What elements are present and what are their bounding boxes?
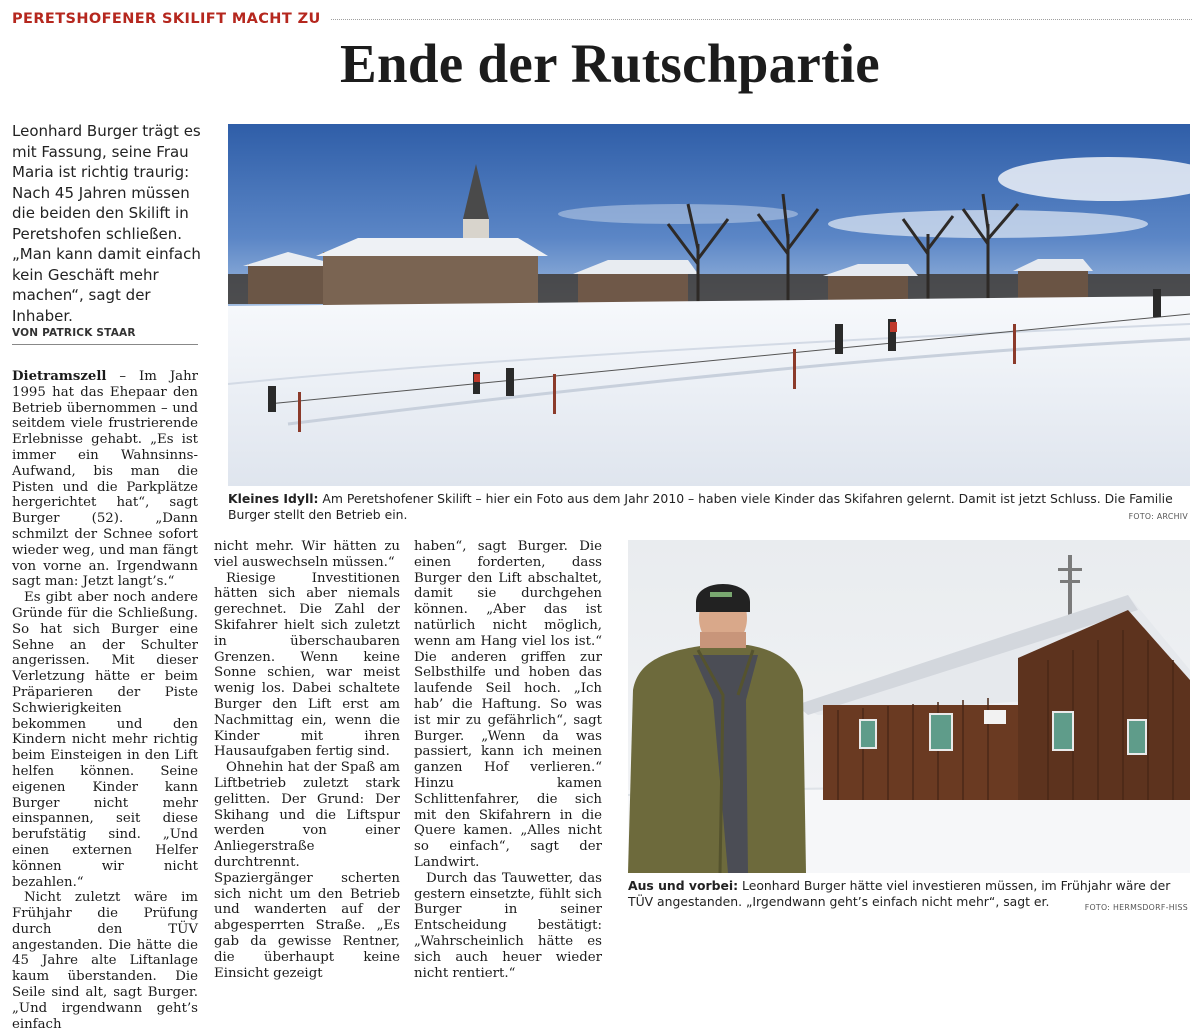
kicker-rule <box>331 19 1192 20</box>
photo1-caption-text: Am Peretshofener Skilift – hier ein Foto aus dem Jahr 2010 – haben viele Kinder das Skifahren gelernt. Damit ist jetzt Schluss. Die Familie Burger stellt den Betrieb ein. <box>228 491 1173 522</box>
photo2-credit: FOTO: HERMSDORF-HISS <box>1084 903 1188 912</box>
byline: VON PATRICK STAAR <box>12 327 198 345</box>
paragraph-2: Es gibt aber noch andere Gründe für die Schließung. So hat sich Burger eine Sehne an der Schulter angerissen. Mit dieser Verletzung hätte er beim Präparieren der Piste Schwierigkeiten bekommen und den Kindern nicht mehr richtig beim Einsteigen in den Lift helfen können. Seine eigenen Kinder kann Burger nicht mehr einspannen, seit diese berufstätig sind. „Und einen externen Helfer können wir nicht bezahlen.“ <box>12 590 198 890</box>
photo-ski-slope <box>228 124 1190 486</box>
kicker: PERETSHOFENER SKILIFT MACHT ZU <box>12 11 321 27</box>
paragraph-6: haben“, sagt Burger. Die einen forderten, dass Burger den Lift abschaltet, damit sie durchgehen können. „Aber das ist natürlich nicht möglich, wenn am Hang viel los ist.“ Die anderen griffen zur Selbsthilfe und hoben das laufende Seil hoch. „Ich hab’ die Haftung. So was ist mir zu gefährlich“, sagt Burger. „Wenn da was passiert, kann ich meinen ganzen Hof verlieren.“ Hinzu kamen Schlittenfahrer, die sich mit den Skifahrern in die Quere kamen. „Alles nicht so einfach“, sagt der Landwirt. <box>414 539 602 870</box>
paragraph-1: Dietramszell – Im Jahr 1995 hat das Ehepaar den Betrieb übernommen – und seitdem viele frustrierende Erlebnisse gehabt. „Es ist immer ein Wahnsinns-Aufwand, bis man die Pisten und die Parkplätze hergerichtet hat“, sagt Burger (52). „Dann schmilzt der Schnee sofort wieder weg, und man fängt von vorne an. Irgendwann sagt man: Jetzt langt’s.“ <box>12 369 198 590</box>
paragraph-7: Durch das Tauwetter, das gestern einsetzte, fühlt sich Burger in seiner Entscheidung bestätigt: „Wahrscheinlich hätte es sich auch heuer wieder nicht rentiert.“ <box>414 870 602 981</box>
paragraph-3-cont: nicht mehr. Wir hätten zu viel auswechseln müssen.“ <box>214 539 400 570</box>
paragraph-4: Riesige Investitionen hätten sich aber niemals gerechnet. Die Zahl der Skifahrer hielt sich zuletzt in überschaubaren Grenzen. Wenn keine Sonne schien, war meist wenig los. Dabei schaltete Burger den Lift erst am Nachmittag ein, wenn die Kinder mit ihren Hausaufgaben fertig sind. <box>214 570 400 760</box>
article-column-2 <box>214 539 400 981</box>
photo-hut-portrait <box>628 540 1190 873</box>
teaser: Leonhard Burger trägt es mit Fassung, seine Frau Maria ist richtig traurig: Nach 45 Jahren müssen die beiden den Skilift in Peretshofen schließen. „Man kann damit einfach kein Geschäft mehr machen“, sagt der Inhaber. <box>12 122 201 325</box>
article-column-1 <box>12 369 198 1032</box>
kicker-bar <box>12 8 1192 30</box>
paragraph-5: Ohnehin hat der Spaß am Liftbetrieb zuletzt stark gelitten. Der Grund: Der Skihang und die Liftspur werden von einer Anliegerstraße durchtrennt. Spaziergänger scherten sich nicht um den Betrieb und wanderten auf der abgesperrten Straße. „Es gab da gewisse Rentner, die überhaupt keine Einsicht gezeigt <box>214 760 400 981</box>
photo2-caption-text: Leonhard Burger hätte viel investieren müssen, im Frühjahr wäre der TÜV angestanden. „Irgendwann geht’s einfach nicht mehr“, sagt er. <box>628 878 1171 909</box>
photo1-caption <box>228 491 1190 523</box>
article-column-3 <box>414 539 602 981</box>
dateline: Dietramszell <box>12 369 107 384</box>
headline: Ende der Rutschpartie <box>339 33 881 94</box>
paragraph-3: Nicht zuletzt wäre im Frühjahr die Prüfung durch den TÜV angestanden. Die hätte die 45 Jahre alte Liftanlage kaum überstanden. Die Seile sind alt, sagt Burger. „Und irgendwann geht’s einfach <box>12 890 198 1032</box>
photo1-credit: FOTO: ARCHIV <box>1128 512 1188 521</box>
photo2-caption-lead: Aus und vorbei: <box>628 878 739 893</box>
photo1-caption-lead: Kleines Idyll: <box>228 491 319 506</box>
